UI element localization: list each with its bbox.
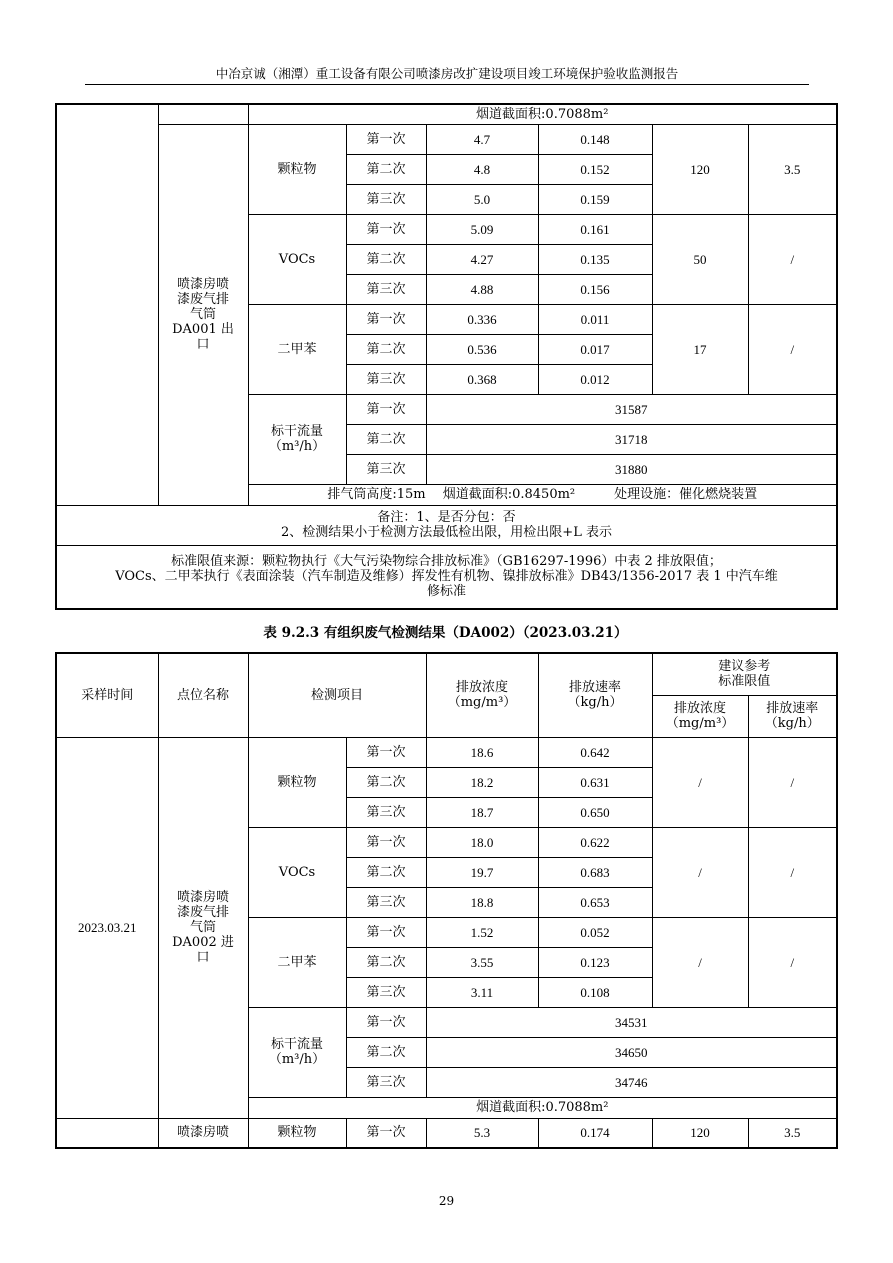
std-conc-value: / xyxy=(652,737,748,827)
conc-value: 18.7 xyxy=(426,797,538,827)
conc-value: 5.0 xyxy=(426,184,538,214)
point-line: 口 xyxy=(196,950,210,965)
run-label: 第一次 xyxy=(346,394,426,424)
rate-value: 0.683 xyxy=(538,857,652,887)
conc-value: 18.6 xyxy=(426,737,538,767)
header-rule xyxy=(85,84,809,85)
rate-value: 0.011 xyxy=(538,304,652,334)
std-rate-value: / xyxy=(748,304,837,394)
rate-value: 0.650 xyxy=(538,797,652,827)
rate-value: 0.017 xyxy=(538,334,652,364)
header-item: 检测项目 xyxy=(248,653,426,737)
conc-value: 19.7 xyxy=(426,857,538,887)
time-cell-empty xyxy=(56,104,158,505)
conc-value: 3.55 xyxy=(426,947,538,977)
header-ref-rate-cell xyxy=(748,695,837,737)
header-ref-conc-cell xyxy=(652,695,748,737)
conc-value: 1.52 xyxy=(426,917,538,947)
point-cell-empty xyxy=(158,104,248,124)
std-rate-value: / xyxy=(748,214,837,304)
point-name-partial: 喷漆房喷 xyxy=(158,1118,248,1148)
run-label: 第三次 xyxy=(346,977,426,1007)
point-name-cell xyxy=(158,737,248,1118)
std-conc-value: 120 xyxy=(652,124,748,214)
rate-value: 0.156 xyxy=(538,274,652,304)
point-line: 气筒 xyxy=(189,307,216,322)
header-ref-conc-unit: （mg/m³） xyxy=(665,716,735,731)
table-da001-continued xyxy=(55,103,838,610)
flow-value: 31880 xyxy=(426,454,837,484)
conc-value: 0.336 xyxy=(426,304,538,334)
rate-value: 0.123 xyxy=(538,947,652,977)
conc-value: 18.2 xyxy=(426,767,538,797)
stack-info: 排气筒高度:15m 烟道截面积:0.8450m² 处理设施：催化燃烧装置 xyxy=(248,484,837,505)
item-name: 二甲苯 xyxy=(248,917,346,1007)
header-rate-unit: （kg/h） xyxy=(567,695,623,711)
point-name-cell xyxy=(158,124,248,505)
run-label: 第二次 xyxy=(346,857,426,887)
standard-line: 标准限值来源：颗粒物执行《大气污染物综合排放标准》（GB16297-1996）中表 2 排放限值； xyxy=(171,554,722,570)
run-label: 第三次 xyxy=(346,454,426,484)
header-ref-conc: 排放浓度 xyxy=(674,701,727,716)
run-label: 第二次 xyxy=(346,1037,426,1067)
header-time: 采样时间 xyxy=(56,653,158,737)
rate-value: 0.622 xyxy=(538,827,652,857)
header-ref2: 标准限值 xyxy=(718,674,771,690)
run-label: 第一次 xyxy=(346,737,426,767)
rate-value: 0.052 xyxy=(538,917,652,947)
rate-value: 0.108 xyxy=(538,977,652,1007)
point-line: 口 xyxy=(196,337,210,352)
standard-line: 修标准 xyxy=(426,584,466,600)
run-label: 第二次 xyxy=(346,244,426,274)
conc-value: 4.27 xyxy=(426,244,538,274)
flow-unit: （m³/h） xyxy=(268,1052,326,1067)
conc-value: 18.8 xyxy=(426,887,538,917)
std-rate-value: 3.5 xyxy=(748,1118,837,1148)
run-label: 第一次 xyxy=(346,304,426,334)
run-label: 第三次 xyxy=(346,184,426,214)
header-ref: 建议参考 xyxy=(718,659,771,675)
item-name: 二甲苯 xyxy=(248,304,346,394)
header-conc-unit: （mg/m³） xyxy=(447,695,517,711)
rate-value: 0.152 xyxy=(538,154,652,184)
flow-label-cell xyxy=(248,1007,346,1097)
sampling-date: 2023.03.21 xyxy=(56,737,158,1118)
std-rate-value: 3.5 xyxy=(748,124,837,214)
flow-value: 34650 xyxy=(426,1037,837,1067)
rate-value: 0.159 xyxy=(538,184,652,214)
run-label: 第二次 xyxy=(346,947,426,977)
conc-value: 4.8 xyxy=(426,154,538,184)
conc-value: 5.3 xyxy=(426,1118,538,1148)
rate-value: 0.631 xyxy=(538,767,652,797)
run-label: 第三次 xyxy=(346,274,426,304)
flow-value: 34531 xyxy=(426,1007,837,1037)
rate-value: 0.653 xyxy=(538,887,652,917)
area-row: 烟道截面积:0.7088m² xyxy=(248,1097,837,1118)
run-label: 第二次 xyxy=(346,334,426,364)
run-label: 第一次 xyxy=(346,1007,426,1037)
run-label: 第一次 xyxy=(346,214,426,244)
item-name: 颗粒物 xyxy=(248,124,346,214)
flow-value: 31718 xyxy=(426,424,837,454)
run-label: 第二次 xyxy=(346,154,426,184)
item-name: 颗粒物 xyxy=(248,1118,346,1148)
flow-value: 31587 xyxy=(426,394,837,424)
std-conc-value: / xyxy=(652,917,748,1007)
std-conc-value: 50 xyxy=(652,214,748,304)
item-name: VOCs xyxy=(248,827,346,917)
rate-value: 0.174 xyxy=(538,1118,652,1148)
point-line: 喷漆房喷 xyxy=(176,890,229,905)
point-line: 漆废气排 xyxy=(176,905,229,920)
area-row: 烟道截面积:0.7088m² xyxy=(248,104,837,124)
run-label: 第三次 xyxy=(346,364,426,394)
std-rate-value: / xyxy=(748,827,837,917)
run-label: 第三次 xyxy=(346,887,426,917)
std-rate-value: / xyxy=(748,917,837,1007)
standard-source-cell xyxy=(56,545,837,609)
std-conc-value: 120 xyxy=(652,1118,748,1148)
run-label: 第三次 xyxy=(346,1067,426,1097)
header-ref-cell xyxy=(652,653,837,695)
remark-line: 2、检测结果小于检测方法最低检出限，用检出限+L 表示 xyxy=(281,525,612,540)
rate-value: 0.161 xyxy=(538,214,652,244)
table-da002 xyxy=(55,652,838,1149)
flow-label: 标干流量 xyxy=(270,1037,323,1052)
header-conc: 排放浓度 xyxy=(456,680,509,696)
header-point: 点位名称 xyxy=(158,653,248,737)
std-conc-value: 17 xyxy=(652,304,748,394)
run-label: 第一次 xyxy=(346,917,426,947)
flow-unit: （m³/h） xyxy=(268,439,326,454)
page-number: 29 xyxy=(438,1194,455,1208)
header-rate-cell xyxy=(538,653,652,737)
remark-line: 备注：1、是否分包：否 xyxy=(377,510,516,525)
flow-value: 34746 xyxy=(426,1067,837,1097)
conc-value: 0.368 xyxy=(426,364,538,394)
rate-value: 0.642 xyxy=(538,737,652,767)
conc-value: 18.0 xyxy=(426,827,538,857)
run-label: 第三次 xyxy=(346,797,426,827)
item-name: VOCs xyxy=(248,214,346,304)
run-label: 第一次 xyxy=(346,827,426,857)
conc-value: 4.7 xyxy=(426,124,538,154)
remarks-cell xyxy=(56,505,837,545)
std-rate-value: / xyxy=(748,737,837,827)
header-conc-cell xyxy=(426,653,538,737)
point-line: DA001 出 xyxy=(172,322,234,337)
item-name: 颗粒物 xyxy=(248,737,346,827)
header-ref-rate: 排放速率 xyxy=(766,701,819,716)
conc-value: 5.09 xyxy=(426,214,538,244)
run-label: 第二次 xyxy=(346,767,426,797)
run-label: 第二次 xyxy=(346,424,426,454)
flow-label-cell xyxy=(248,394,346,484)
rate-value: 0.135 xyxy=(538,244,652,274)
rate-value: 0.012 xyxy=(538,364,652,394)
table-caption: 表 9.2.3 有组织废气检测结果（DA002）（2023.03.21） xyxy=(263,625,628,641)
header-rate: 排放速率 xyxy=(569,680,622,696)
point-line: 喷漆房喷 xyxy=(176,277,229,292)
standard-line: VOCs、二甲苯执行《表面涂装（汽车制造及维修）挥发性有机物、镍排放标准》DB43/1356-2017 表 1 中汽车维 xyxy=(115,569,778,585)
point-line: 漆废气排 xyxy=(176,292,229,307)
run-label: 第一次 xyxy=(346,1118,426,1148)
conc-value: 3.11 xyxy=(426,977,538,1007)
point-line: DA002 进 xyxy=(172,935,234,950)
page-header: 中冶京诚（湘潭）重工设备有限公司喷漆房改扩建设项目竣工环境保护验收监测报告 xyxy=(215,66,679,81)
rate-value: 0.148 xyxy=(538,124,652,154)
time-cell-empty xyxy=(56,1118,158,1148)
conc-value: 4.88 xyxy=(426,274,538,304)
point-line: 气筒 xyxy=(189,920,216,935)
header-ref-rate-unit: （kg/h） xyxy=(764,716,820,731)
flow-label: 标干流量 xyxy=(270,424,323,439)
std-conc-value: / xyxy=(652,827,748,917)
run-label: 第一次 xyxy=(346,124,426,154)
conc-value: 0.536 xyxy=(426,334,538,364)
